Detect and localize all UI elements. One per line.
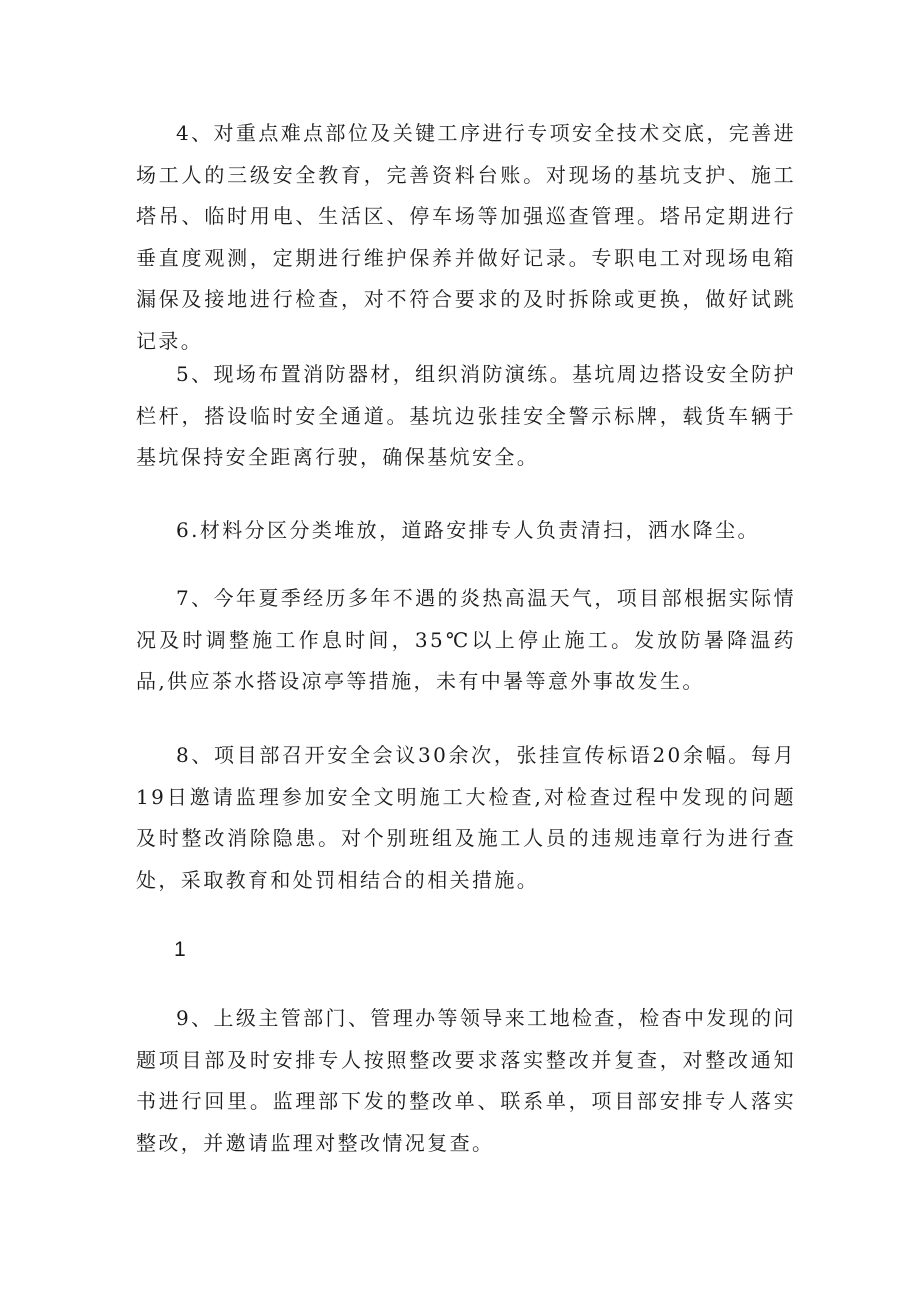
paragraph-item-8: 8、项目部召开安全会议30余次，张挂宣传标语20余幅。每月19日邀请监理参加安全文明施工大检查,对检查过程中发现的问题及时整改消除隐患。对个别班组及施工人员的违规违章行为进行查处，采取教育和处罚相结合的相关措施。 xyxy=(136,743,796,892)
paragraph-item-4: 4、对重点难点部位及关键工序进行专项安全技术交底，完善进场工人的三级安全教育，完善资料台账。对现场的基坑支护、施工塔吊、临时用电、生活区、停车场等加强巡查管理。塔吊定期进行垂直度观测，定期进行维护保养并做好记录。专职电工对现场电箱漏保及接地进行检查，对不符合要求的及时拆除或更换，做好试跳记录。 xyxy=(136,121,796,353)
paragraph-item-6: 6.材料分区分类堆放，道路安排专人负责清扫，洒水降尘。 xyxy=(176,518,760,542)
paragraph-item-7: 7、今年夏季经历多年不遇的炎热高温天气，项目部根据实际情况及时调整施工作息时间，35℃以上停止施工。发放防暑降温药品,供应茶水搭设凉亭等措施，未有中暑等意外事故发生。 xyxy=(136,586,796,693)
paragraph-item-9: 9、上级主管部门、管理办等领导来工地检查，检杳中发现的问题项目部及时安排专人按照整改要求落实整改并复查，对整改通知书进行回里。监理部下发的整改单、联系单，项目部安排专人落实整改，并邀请监理对整改情况复查。 xyxy=(136,1006,796,1155)
page-number: 1 xyxy=(174,938,186,961)
paragraph-item-5: 5、现场布置消防器材，组织消防演练。基坑周边搭设安全防护栏杆，搭设临时安全通道。基坑边张挂安全警示标牌，载货车辆于基坑保持安全距离行驶，确保基炕安全。 xyxy=(136,362,796,469)
